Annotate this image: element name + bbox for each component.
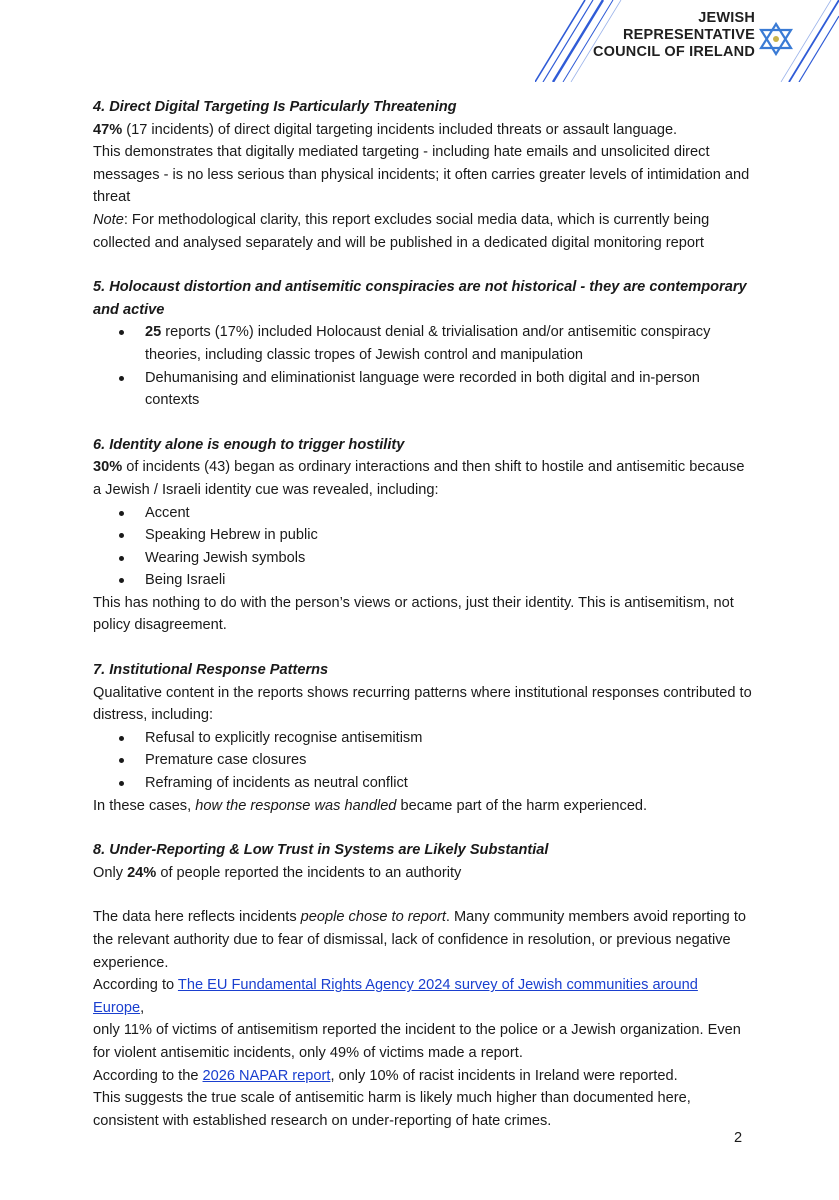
section-8-emphasis: people chose to report bbox=[300, 909, 446, 926]
section-7-paragraph-2-end: became part of the harm experienced. bbox=[396, 797, 648, 814]
organization-logo bbox=[593, 10, 755, 61]
section-8-p1-end: of people reported the incidents to an authority bbox=[156, 864, 462, 881]
section-7-emphasis: how the response was handled bbox=[195, 797, 397, 814]
section-6-paragraph-1 bbox=[93, 456, 753, 501]
note-label: Note bbox=[93, 211, 124, 228]
logo-line-1: JEWISH bbox=[698, 10, 755, 26]
section-8-p4-end: , only 10% of racist incidents in Ireland were reported. bbox=[330, 1067, 678, 1084]
section-8-heading: 8. Under-Reporting & Low Trust in Systems are Likely Substantial bbox=[93, 842, 549, 859]
section-7 bbox=[93, 659, 753, 817]
section-4-note bbox=[93, 209, 753, 254]
logo-line-2: REPRESENTATIVE bbox=[623, 27, 755, 43]
stat-47-percent: 47% bbox=[93, 121, 123, 138]
section-8-paragraph-4 bbox=[93, 1065, 753, 1088]
list-item bbox=[93, 321, 753, 366]
list-item: Dehumanising and eliminationist language were recorded in both digital and in-person contexts bbox=[93, 367, 753, 412]
document-body bbox=[93, 96, 753, 1132]
napar-report-link[interactable]: 2026 NAPAR report bbox=[202, 1067, 331, 1084]
section-8-p3-start: According to bbox=[93, 977, 178, 994]
eu-fra-survey-link[interactable]: The EU Fundamental Rights Agency 2024 survey of Jewish communities around Europe bbox=[93, 977, 698, 1016]
section-4-paragraph-2: This demonstrates that digitally mediated targeting - including hate emails and unsolicited direct messages - is no less serious than physical incidents; it often carries greater levels of intimidation and threat bbox=[93, 144, 750, 206]
section-8-paragraph-5: This suggests the true scale of antisemitic harm is likely much higher than documented here, consistent with established research on under-reporting of hate crimes. bbox=[93, 1090, 691, 1129]
section-8-p3-comma: , bbox=[140, 999, 145, 1016]
list-item: Reframing of incidents as neutral conflict bbox=[93, 772, 753, 795]
section-8 bbox=[93, 839, 753, 884]
list-item: Premature case closures bbox=[93, 749, 753, 772]
list-item: Speaking Hebrew in public bbox=[93, 524, 753, 547]
section-6-paragraph-2: This has nothing to do with the person’s views or actions, just their identity. This is antisemitism, not policy disagreement. bbox=[93, 594, 734, 634]
section-7-list bbox=[93, 727, 753, 795]
section-8-p4-start: According to the bbox=[93, 1067, 203, 1084]
section-4-paragraph-1 bbox=[93, 119, 753, 142]
section-7-heading: 7. Institutional Response Patterns bbox=[93, 662, 329, 679]
stat-25-reports: 25 bbox=[145, 324, 162, 341]
list-item-text: reports (17%) included Holocaust denial & trivialisation and/or antisemitic conspiracy theories, including classic tropes of Jewish control and manipulation bbox=[145, 324, 711, 363]
section-8-paragraph-2 bbox=[93, 906, 753, 974]
section-8-p3-rest: only 11% of victims of antisemitism reported the incident to the police or a Jewish organization. Even for violent antisemitic incidents, only 49% of victims made a report. bbox=[93, 1022, 741, 1061]
section-4 bbox=[93, 96, 753, 254]
section-8-paragraph-3 bbox=[93, 974, 753, 1064]
stat-30-percent: 30% bbox=[93, 459, 123, 476]
section-5-list bbox=[93, 321, 753, 411]
note-text: : For methodological clarity, this report excludes social media data, which is currently being collected and analysed separately and will be published in a dedicated digital monitoring report bbox=[93, 211, 710, 251]
section-4-heading: 4. Direct Digital Targeting Is Particularly Threatening bbox=[93, 99, 457, 115]
logo-line-3: COUNCIL OF IRELAND bbox=[592, 44, 755, 60]
list-item: Wearing Jewish symbols bbox=[93, 547, 753, 570]
section-8-paragraph-1 bbox=[93, 862, 753, 885]
section-6-heading: 6. Identity alone is enough to trigger hostility bbox=[93, 436, 405, 453]
section-6 bbox=[93, 434, 753, 637]
list-item: Refusal to explicitly recognise antisemitism bbox=[93, 727, 753, 750]
stat-24-percent: 24% bbox=[127, 864, 157, 881]
section-6-paragraph-1-text: of incidents (43) began as ordinary interactions and then shift to hostile and antisemitic because a Jewish / Israeli identity cue was revealed, including: bbox=[93, 459, 745, 498]
section-7-paragraph-2 bbox=[93, 795, 753, 818]
section-7-paragraph-2-start: In these cases, bbox=[93, 797, 196, 814]
section-8-p2-end: . Many community members avoid reporting to the relevant authority due to fear of dismissal, lack of confidence in resolution, or previous negative experience. bbox=[93, 909, 747, 971]
section-6-list bbox=[93, 502, 753, 592]
page-number: 2 bbox=[734, 1130, 743, 1146]
section-8-p1-start: Only bbox=[93, 864, 128, 881]
section-5-heading: 5. Holocaust distortion and antisemitic conspiracies are not historical - they are contemporary and active bbox=[93, 279, 747, 318]
list-item: Being Israeli bbox=[93, 569, 753, 592]
section-8-p2-start: The data here reflects incidents bbox=[93, 909, 301, 926]
star-of-david-icon bbox=[758, 22, 794, 56]
section-8-continued bbox=[93, 906, 753, 1132]
section-5 bbox=[93, 276, 753, 412]
list-item: Accent bbox=[93, 502, 753, 525]
section-4-paragraph-1-text: (17 incidents) of direct digital targeting incidents included threats or assault language. bbox=[122, 121, 678, 138]
section-7-paragraph-1: Qualitative content in the reports shows recurring patterns where institutional responses contributed to distress, including: bbox=[93, 684, 752, 724]
